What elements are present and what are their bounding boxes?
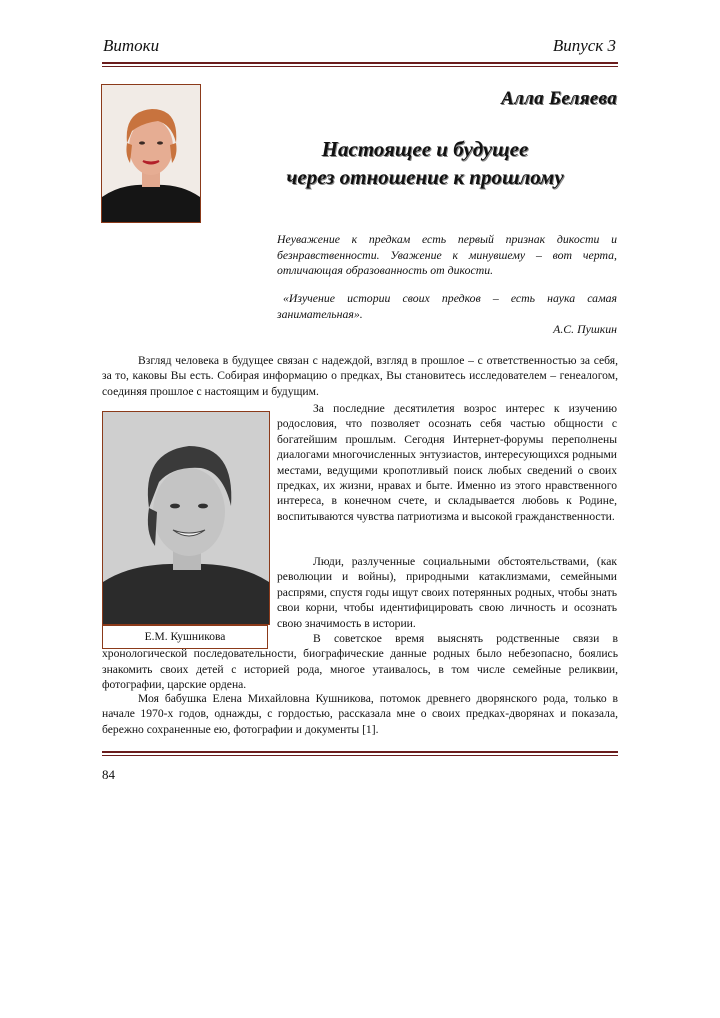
epigraph-quote-2: «Изучение истории своих предков – есть наука самая занимательная». xyxy=(277,291,617,321)
footer-rule-bottom xyxy=(102,755,618,756)
body-paragraph-5: Моя бабушка Елена Михайловна Кушникова, потомок древнего дворянского рода, только в начале 1970-х годов, однажды, с гордостью, рассказала мне о своих предках-дворянах и показала, бережно сохраненные ею, фотографии и документы [1]. xyxy=(102,692,618,736)
epigraph-quote-1: Неуважение к предкам есть первый признак дикости и безнравственности. Уважение к минувшему – вот черта, отличающая образованность от дикости. xyxy=(277,232,617,278)
header-rule-top xyxy=(102,62,618,64)
kushnikova-photo xyxy=(102,411,270,625)
article-title-line-2: через отношение к прошлому xyxy=(286,165,564,189)
article-author: Алла Беляева xyxy=(501,88,617,109)
body-paragraph-3: Люди, разлученные социальными обстоятельствами, (как революции и войны), природными катаклизмами, семейными распрями, спустя годы ищут своих потерянных родных, чтобы знать свои корни, чтобы идентифицировать свою личность и осознать свою значимость в истории. xyxy=(277,555,617,630)
article-title-line-1: Настоящее и будущее xyxy=(321,137,529,161)
header-rule-bottom xyxy=(102,66,618,67)
photo-caption: Е.М. Кушникова xyxy=(102,625,268,649)
running-header-left: Витоки xyxy=(103,36,160,55)
footer-rule-top xyxy=(102,751,618,753)
body-paragraph-2: За последние десятилетия возрос интерес к изучению родословия, что позволяет осознать себя частью общности с богатейшим прошлым. Сегодня Интернет-форумы переполнены диалогами многочисленных энтузиастов, интересующихся родными местами, ведущими кропотливый поиск любых сведений о своих предках, их жизни, нравах и быте. Именно из этого нравственного интереса, в конечном счете, и складывается любовь к Родине, воспитываются чувства патриотизма и высокой гражданственности. xyxy=(277,402,617,523)
page-number: 84 xyxy=(102,767,115,782)
body-paragraph-4: В советское время выяснять родственные связи в хронологической последовательности, биографические данные родных было небезопасно, боялись знакомить своих детей с историей рода, многое утаивалось, в том числе семейные реликвии, фотографии, царские ордена. xyxy=(102,632,618,692)
epigraph-signature: А.С. Пушкин xyxy=(553,322,617,336)
body-paragraph-1: Взгляд человека в будущее связан с надеждой, взгляд в прошлое – с ответственностью за себя, за то, каковы Вы есть. Собирая информацию о предках, Вы становитесь исследователем – генеалогом, соединяя прошлое с настоящим и будущим. xyxy=(102,354,618,398)
running-header-right: Випуск 3 xyxy=(552,36,616,55)
author-portrait xyxy=(101,84,201,223)
